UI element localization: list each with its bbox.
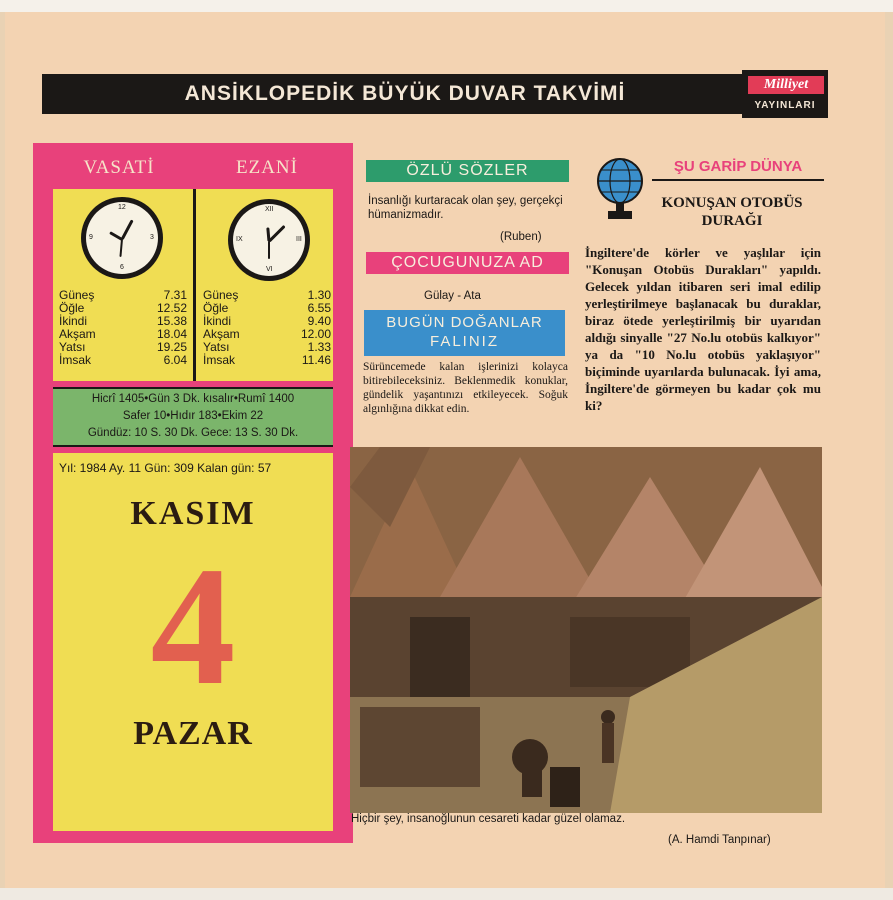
prayer-times-box <box>53 189 333 381</box>
year-line: Yıl: 1984 Ay. 11 Gün: 309 Kalan gün: 57 <box>59 461 272 475</box>
curiosity-title: ŞU GARİP DÜNYA <box>652 158 824 181</box>
time-row: Öğle 6.55 <box>203 301 331 315</box>
scan-bottom-edge <box>0 888 893 900</box>
horoscope-title-line1: BUGÜN DOĞANLAR <box>386 314 543 331</box>
vasati-times-list <box>59 289 187 367</box>
scan-top-edge <box>0 0 893 12</box>
day-night-info: Gündüz: 10 S. 30 Dk. Gece: 13 S. 30 Dk. <box>87 427 299 439</box>
time-row: İkindi 9.40 <box>203 314 331 328</box>
time-row: Güneş 7.31 <box>59 288 187 302</box>
vasati-clock-icon: 12 3 6 9 <box>81 197 163 279</box>
ezani-heading: EZANİ <box>236 157 298 178</box>
globe-icon <box>596 157 644 223</box>
names-text: Gülay - Ata <box>424 290 481 302</box>
quote-text: İnsanlığı kurtaracak olan şey, gerçekçi hümanizmadır. <box>368 195 563 221</box>
quotes-title: ÖZLÜ SÖZLER <box>366 160 569 182</box>
day-number: 4 <box>150 532 236 720</box>
calendar-info-box <box>53 387 333 447</box>
ezani-clock-icon: XII III VI IX <box>228 199 310 281</box>
time-row: Yatsı 19.25 <box>59 340 187 354</box>
header-bar <box>42 74 828 114</box>
time-row: İkindi 15.38 <box>59 314 187 328</box>
horoscope-title-line2: FALINIZ <box>429 333 499 350</box>
date-box <box>53 453 333 831</box>
time-row: Akşam 12.00 <box>203 327 331 341</box>
time-row: İmsak 11.46 <box>203 353 331 367</box>
village-photo <box>350 447 822 813</box>
time-row: İmsak 6.04 <box>59 353 187 367</box>
month-name: KASIM <box>130 495 256 532</box>
time-row: Yatsı 1.33 <box>203 340 331 354</box>
caption-author: (A. Hamdi Tanpınar) <box>668 834 771 846</box>
safer-info: Safer 10•Hıdır 183•Ekim 22 <box>122 410 264 422</box>
story-title: KONUŞAN OTOBÜS DURAĞI <box>661 195 803 229</box>
ezani-times-list <box>203 289 331 367</box>
quote-author: (Ruben) <box>500 231 542 243</box>
vasati-heading: VASATİ <box>83 157 155 178</box>
story-text: İngiltere'de körler ve yaşlılar için "Konuşan Otobüs Durakları" yapıldı. Gelecek yıldan itibaren seri imal edilip yerleştirilmeye başlanacak bu duraklar, biraz ötede yerleştirilmiş bir uyarıdan aldığı sinyalle "27 No.lu otobüs kalkıyor" ya da "10 No.lu otobüs yaklaşıyor" biçiminde uyarılarda bulunacak. İyi ama, İngiltere'de görmeyen bu kadar çok mu ki? <box>585 245 821 413</box>
time-row: Öğle 12.52 <box>59 301 187 315</box>
publisher-logo <box>742 70 828 118</box>
prayer-time-headings <box>45 153 341 183</box>
time-row: Akşam 18.04 <box>59 327 187 341</box>
milliyet-logo: Milliyet <box>748 76 824 94</box>
hijri-info: Hicrî 1405•Gün 3 Dk. kısalır•Rumî 1400 <box>91 393 295 405</box>
names-title: ÇOCUGUNUZA AD <box>366 252 569 274</box>
daily-calendar-block <box>33 143 353 843</box>
time-row: Güneş 1.30 <box>203 288 331 302</box>
weekday-name: PAZAR <box>133 715 253 752</box>
page-title: ANSİKLOPEDİK BÜYÜK DUVAR TAKVİMİ <box>184 82 626 105</box>
publisher-subtitle: YAYINLARI <box>754 100 816 111</box>
column-divider <box>193 189 196 381</box>
horoscope-title-box <box>364 310 565 356</box>
horoscope-text: Sürüncemede kalan işlerinizi kolayca bitirebileceksiniz. Beklenmedik konuklar, gündelik yaşantınızı etkileyecek. Soğuk algınlığına dikkat edin. <box>363 361 568 415</box>
photo-caption: Hiçbir şey, insanoğlunun cesareti kadar güzel olamaz. <box>351 813 626 825</box>
